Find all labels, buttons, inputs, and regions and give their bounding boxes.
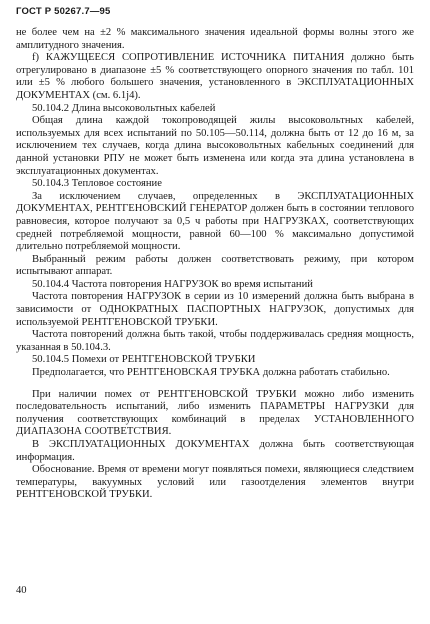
paragraph-p8: 50.104.4 Частота повторения НАГРУЗОК во время испытаний: [32, 278, 313, 290]
paragraph-p12: Предполагается, что РЕНТГЕНОВСКАЯ ТРУБКА должна работать стабильно.: [32, 367, 390, 379]
paragraph-p10: Частота повторений должна быть такой, чтобы поддерживалась средняя мощность, указанная в 50.104.3.: [16, 329, 414, 353]
paragraph-p3: 50.104.2 Длина высоковольтных кабелей: [32, 102, 216, 114]
paragraph-p15: Обоснование. Время от времени могут появляться помехи, являющиеся следствием температуры, вакуумных условий или газоотделения элементов внутри РЕНТГЕНОВСКОЙ ТРУБКИ.: [16, 464, 414, 501]
document-body: [16, 27, 414, 502]
paragraph-p7: Выбранный режим работы должен соответствовать режиму, при котором испытывают аппарат.: [16, 253, 414, 278]
paragraph-p4: Общая длина каждой токопроводящей жилы высоковольтных кабелей, используемых для всех испытаний по 50.105—50.114, должна быть от 12 до 16 м, за исключением тех случаев, когда длина высоковольтных кабельных соединений для данной установки РПУ не может быть изменена или когда эта длина установлена в эксплуатационных документах.: [16, 115, 414, 177]
paragraph-p6: За исключением случаев, определенных в ЭКСПЛУАТАЦИОННЫХ ДОКУМЕНТАХ, РЕНТГЕНОВСКИЙ ГЕНЕРАТОР должен быть в состоянии теплового равновесия, которое получают за 0,5 ч работы при НАГРУЗКАХ, соответствующих средней потребляемой мощности, равной 60—100 % максимально допустимой длительно потребляемой мощности.: [16, 190, 414, 253]
paragraph-p13: При наличии помех от РЕНТГЕНОВСКОЙ ТРУБКИ можно либо изменить последовательность испытаний, либо изменить ПАРАМЕТРЫ НАГРУЗКИ для получения соответствующих комбинаций в пределах УСТАНОВЛЕННОГО ДИАПАЗОНА СООТВЕТСТВИЯ.: [16, 388, 414, 438]
page-number: 40: [16, 585, 27, 596]
paragraph-p14: В ЭКСПЛУАТАЦИОННЫХ ДОКУМЕНТАХ должна быть соответствующая информация.: [16, 439, 414, 463]
paragraph-p9: Частота повторения НАГРУЗОК в серии из 10 измерений должна быть выбрана в зависимости от ОДНОКРАТНЫХ ПАСПОРТНЫХ НАГРУЗОК, допустимых для используемой РЕНТГЕНОВСКОЙ ТРУБКИ.: [16, 291, 414, 328]
paragraph-p2: f) КАЖУЩЕЕСЯ СОПРОТИВЛЕНИЕ ИСТОЧНИКА ПИТАНИЯ должно быть отрегулировано в диапазоне ±5 % соответствующего опорного значения по табл. 101 или ±5 % любого большего значения, установленного в ЭКСПЛУАТАЦИОННЫХ ДОКУМЕНТАХ (см. 6.1j4).: [16, 52, 414, 101]
paragraph-p1: не более чем на ±2 % максимального значения идеальной формы волны этого же амплитудного значения.: [16, 27, 414, 51]
paragraph-p5: 50.104.3 Тепловое состояние: [32, 178, 162, 190]
page-header: ГОСТ Р 50267.7—95: [16, 6, 111, 17]
paragraph-p11: 50.104.5 Помехи от РЕНТГЕНОВСКОЙ ТРУБКИ: [32, 354, 256, 366]
